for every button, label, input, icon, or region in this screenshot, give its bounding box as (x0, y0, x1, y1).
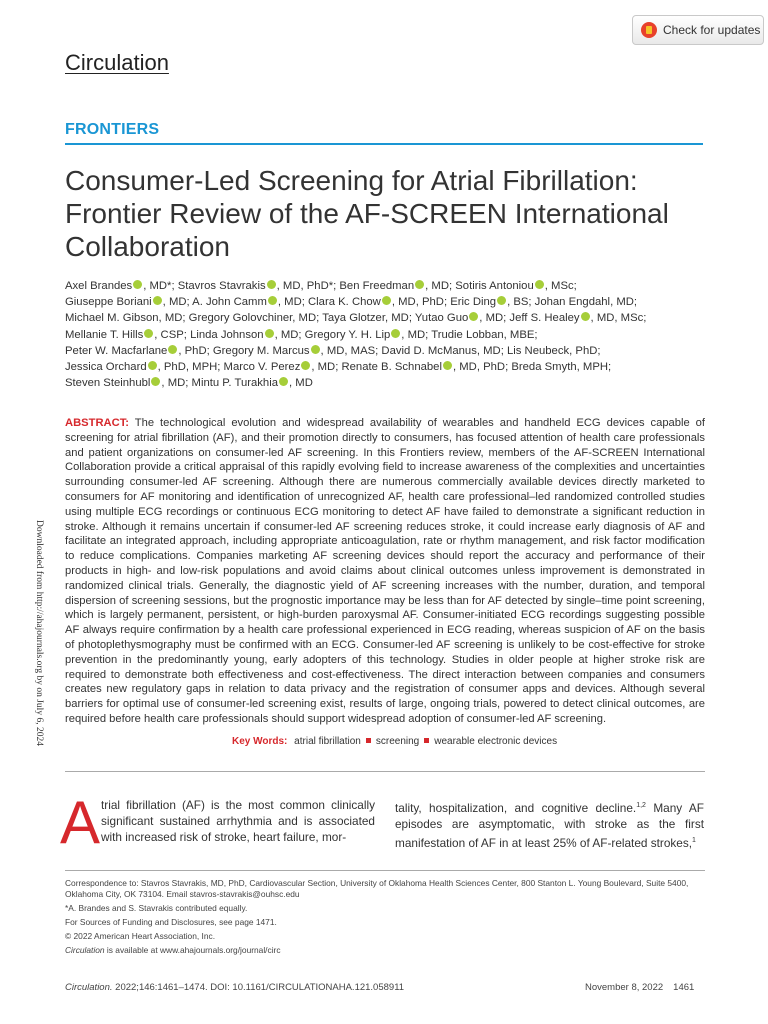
author-line (65, 310, 705, 326)
check-for-updates-label: Check for updates (663, 23, 761, 37)
section-heading: FRONTIERS (65, 121, 160, 138)
keywords (232, 736, 557, 747)
orcid-icon[interactable] (144, 329, 153, 338)
footnotes (65, 878, 705, 959)
author-text: , MD, PhD; Eric Ding (391, 296, 497, 309)
drop-cap: A (60, 789, 101, 856)
article-title: Consumer-Led Screening for Atrial Fibrillation: Frontier Review of the AF-SCREEN International Collaboration (65, 165, 669, 262)
keywords-label: Key Words: (232, 736, 288, 747)
author-text: , MD*; Stavros Stavrakis (143, 280, 266, 292)
keywords-divider (65, 771, 705, 772)
author-text: , MD, MSc; (590, 312, 647, 325)
author-text: Mellanie T. Hills (65, 328, 144, 341)
author-text: , CSP; Linda Johnson (154, 328, 264, 341)
footer-date-page (585, 982, 694, 993)
abstract-heading: ABSTRACT: (65, 417, 130, 429)
keyword[interactable]: wearable electronic devices (434, 736, 558, 747)
orcid-icon[interactable] (133, 280, 142, 289)
orcid-icon[interactable] (535, 280, 544, 289)
journal-name-italic: Circulation (65, 945, 105, 955)
orcid-icon[interactable] (311, 345, 320, 354)
download-watermark-text: Downloaded from http://ahajournals.org by on July 6, 2024 (34, 520, 44, 746)
author-text: , MD; Clara K. Chow (277, 296, 381, 309)
orcid-icon[interactable] (497, 296, 506, 305)
author-text: , PhD, MPH; Marco V. Perez (157, 361, 301, 374)
author-text: , PhD; Gregory M. Marcus (178, 344, 310, 357)
orcid-icon[interactable] (153, 296, 162, 305)
keyword[interactable]: screening (375, 736, 420, 747)
footer-doi[interactable]: 2022;146:1461–1474. DOI: 10.1161/CIRCULATIONAHA.121.058911 (112, 982, 405, 993)
citation-ref[interactable]: 1,2 (636, 802, 646, 809)
author-text: Jessica Orchard (65, 361, 147, 374)
author-text: , MD; Jeff S. Healey (479, 312, 580, 325)
author-text: , MD; Renate B. Schnabel (311, 361, 442, 374)
orcid-icon[interactable] (267, 280, 276, 289)
author-text: , MD; Gregory Y. H. Lip (274, 328, 391, 341)
orcid-icon[interactable] (581, 312, 590, 321)
author-text: Giuseppe Boriani (65, 296, 152, 309)
orcid-icon[interactable] (265, 329, 274, 338)
footer-journal: Circulation. (65, 982, 113, 993)
copyright-note: © 2022 American Heart Association, Inc. (65, 931, 216, 941)
availability-note (65, 945, 705, 956)
orcid-icon[interactable] (443, 361, 452, 370)
author-text: Axel Brandes (65, 280, 133, 292)
separator-square-icon (424, 738, 429, 743)
author-line (65, 327, 705, 343)
abstract-text: The technological evolution and widespread availability of wearables and handheld ECG devices capable of screening for atrial fibrillation (AF), and their promotion directly to consumers, has focused attention of health care professionals and patient organizations on consumer-led AF screening. In this Frontiers review, members of the AF-SCREEN International Collaboration provide a critical appraisal of this rapidly evolving field to increase awareness of the complexities and uncertainties surrounding consumer-led AF screening. Although there are numerous commercially available devices directly marketed to consumers for AF monitoring and identification of unrecognized AF, health care professional–led randomized controlled studies using multiple ECG recordings or continuous ECG monitoring to detect AF have failed to demonstrate a significant reduction in stroke. Although it remains uncertain if consumer-led AF screening reduces stroke, it could increase early diagnosis of AF and facilitate an integrated approach, including appropriate anticoagulation, rate or rhythm management, and risk factor modification to reduce complications. Companies marketing AF screening devices should report the accuracy and performance of their products in high- and low-risk populations and avoid claims about clinical outcomes unless improvement is demonstrated in randomized clinical trials. Generally, the diagnostic yield of AF screening increases with the number, duration, and temporal dispersion of screening sessions, but the prognostic importance may be less than for AF detected by single–time point screening, which is largely permanent, persistent, or high-burden paroxysmal AF. Consumer-initiated ECG recordings suggesting possible AF always require confirmation by a health care professional experienced in ECG reading, whereas suspicion of AF on the basis of photoplethysmography must be confirmed with an ECG. Consumer-led AF screening is unlikely to be cost-effective for stroke prevention in the predominantly young, early adopters of this technology. Studies in older people at higher stroke risk are required to demonstrate both effectiveness and cost-effectiveness. The direct interaction between companies and consumers creates new regulatory gaps in relation to data privacy and the registration of consumer apps and devices. Although several barriers for optimal use of consumer-led screening exist, results of large, ongoing trials, powered to detect clinical outcomes, are required before health care professionals should support widespread adoption of consumer-led AF screening. (65, 417, 706, 725)
author-text: Michael M. Gibson, MD; Gregory Golovchiner, MD; Taya Glotzer, MD; Yutao Guo (65, 312, 469, 325)
intro-text: tality, hospitalization, and cognitive decline. (395, 800, 637, 815)
correspondence-note: Correspondence to: Stavros Stavrakis, MD, PhD, Cardiovascular Section, University of Oklahoma Health Sciences Center, 800 Stanton L. Young Boulevard, Suite 5400, Oklahoma City, OK 73104. Email stavros-stavrakis@ouhsc.edu (65, 878, 689, 899)
section-divider (65, 143, 703, 145)
author-line (65, 359, 705, 375)
crossmark-icon (641, 22, 657, 38)
journal-name[interactable]: Circulation (65, 50, 169, 75)
author-text: , MD; Mintu P. Turakhia (161, 377, 278, 390)
download-watermark (32, 520, 44, 770)
author-text: , MD; Sotiris Antoniou (425, 280, 534, 292)
author-text: , MD (289, 377, 313, 390)
orcid-icon[interactable] (168, 345, 177, 354)
footer-citation (65, 982, 404, 993)
orcid-icon[interactable] (268, 296, 277, 305)
author-line (65, 375, 705, 391)
availability-text[interactable]: is available at www.ahajournals.org/journal/circ (104, 945, 281, 955)
author-text: , MD; Trudie Lobban, MBE; (401, 328, 538, 341)
author-text: , BS; Johan Engdahl, MD; (507, 296, 638, 309)
intro-column-left: trial fibrillation (AF) is the most common clinically significant sustained arrhythmia and is associated with increased risk of stroke, heart failure, mor- (101, 798, 375, 844)
author-text: , MD; A. John Camm (162, 296, 267, 309)
author-line (65, 278, 705, 294)
funding-note: For Sources of Funding and Disclosures, see page 1471. (65, 917, 277, 927)
keyword[interactable]: atrial fibrillation (294, 736, 361, 747)
separator-square-icon (366, 738, 371, 743)
orcid-icon[interactable] (382, 296, 391, 305)
orcid-icon[interactable] (151, 377, 160, 386)
author-text: , MD, PhD*; Ben Freedman (276, 280, 415, 292)
orcid-icon[interactable] (148, 361, 157, 370)
page-number: 1461 (673, 982, 695, 993)
author-list (65, 278, 705, 391)
author-line (65, 343, 705, 359)
orcid-icon[interactable] (279, 377, 288, 386)
footer-date: November 8, 2022 (585, 982, 664, 993)
orcid-icon[interactable] (301, 361, 310, 370)
abstract (65, 416, 705, 727)
orcid-icon[interactable] (391, 329, 400, 338)
orcid-icon[interactable] (469, 312, 478, 321)
author-line (65, 294, 705, 310)
author-text: , MSc; (544, 280, 577, 292)
intro-text: Many AF episodes are asymptomatic, with stroke as the first manifestation of AF in at least 25% of AF-related strokes, (395, 800, 705, 850)
check-for-updates-button[interactable] (632, 15, 764, 45)
orcid-icon[interactable] (415, 280, 424, 289)
intro-column-right (395, 798, 704, 851)
citation-ref[interactable]: 1 (692, 836, 696, 844)
author-text: Steven Steinhubl (65, 377, 151, 390)
author-text: , MD, PhD; Breda Smyth, MPH; (452, 361, 612, 374)
contribution-note: *A. Brandes and S. Stavrakis contributed equally. (65, 903, 248, 913)
author-text: , MD, MAS; David D. McManus, MD; Lis Neubeck, PhD; (320, 344, 601, 357)
notes-divider (65, 870, 705, 871)
author-text: Peter W. Macfarlane (65, 344, 168, 357)
